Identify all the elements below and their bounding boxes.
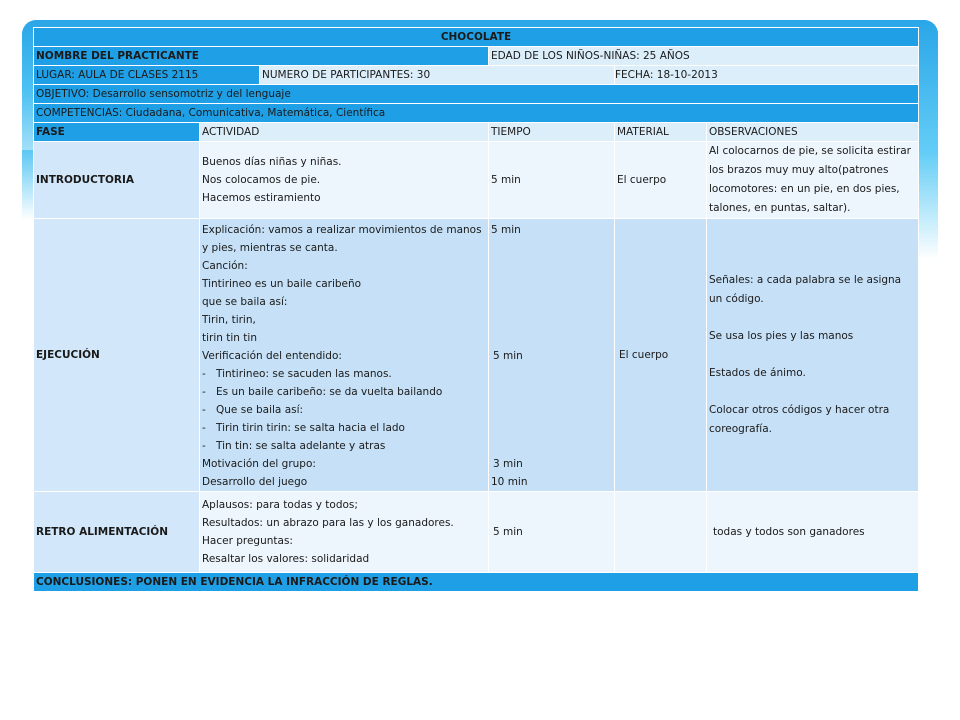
plan-title: CHOCOLATE [34,28,919,47]
actividad-introductoria [200,142,489,219]
material-retro [615,492,707,573]
bullet-marker: - [202,404,206,416]
list-item: - Tintirineo: se sacuden las manos. [202,365,486,383]
tiempo-ejecucion: 5 min 5 min 3 min 10 min [489,219,615,492]
decorative-right-accent [918,20,938,260]
table-row [34,142,919,219]
observation-line: Estados de ánimo. [709,367,806,379]
activity-line: Tirin, tirin, [202,314,256,326]
fecha-field: FECHA: 18-10-2013 [615,66,919,85]
conclusiones-row: CONCLUSIONES: PONEN EN EVIDENCIA LA INFRACCIÓN DE REGLAS. [34,573,919,592]
table-row [34,219,919,492]
material-introductoria: El cuerpo [615,142,707,219]
lugar-field: LUGAR: AULA DE CLASES 2115 [34,66,260,85]
activity-line: Aplausos: para todas y todos; [202,499,358,511]
col-header-fase: FASE [34,123,200,142]
observaciones-retro: todas y todos son ganadores [707,492,919,573]
activity-line: Canción: [202,260,248,272]
observation-line: Señales: a cada palabra se le asigna un código. [709,274,902,305]
activity-line: tirin tin tin [202,332,257,344]
activity-line: que se baila así: [202,296,288,308]
activity-line: Hacer preguntas: [202,535,293,547]
list-item: - Es un baile caribeño: se da vuelta bailando [202,383,486,401]
col-header-material: MATERIAL [615,123,707,142]
edad-field: EDAD DE LOS NIÑOS-NIÑAS: 25 AÑOS [489,47,919,66]
bullet-marker: - [202,422,206,434]
lesson-plan-table [33,27,919,592]
fase-retro: RETRO ALIMENTACIÓN [34,492,200,573]
activity-line: Explicación: vamos a realizar movimientos de manos y pies, mientras se canta. [202,224,482,254]
fase-ejecucion: EJECUCIÓN [34,219,200,492]
actividad-retro [200,492,489,573]
tiempo-retro: 5 min [489,492,615,573]
practicante-label: NOMBRE DEL PRACTICANTE [34,47,489,66]
col-header-observaciones: OBSERVACIONES [707,123,919,142]
activity-line: Resaltar los valores: solidaridad [202,553,370,565]
table-row [34,492,919,573]
activity-line: Nos colocamos de pie. [202,174,321,186]
list-item: - Que se baila así: [202,401,486,419]
list-item: - Tin tin: se salta adelante y atras [202,437,486,455]
observation-line: Se usa los pies y las manos [709,330,854,342]
observaciones-introductoria: Al colocarnos de pie, se solicita estirar los brazos muy muy alto(patrones locomotores: en un pie, en dos pies, talones, en puntas, saltar). [707,142,919,219]
activity-line: Hacemos estiramiento [202,192,321,204]
tiempo-introductoria: 5 min [489,142,615,219]
activity-line: Motivación del grupo: [202,458,316,470]
actividad-ejecucion [200,219,489,492]
observation-line: Colocar otros códigos y hacer otra coreografía. [709,404,890,435]
list-item: - Tirin tirin tirin: se salta hacia el lado [202,419,486,437]
bullet-marker: - [202,368,206,380]
objetivo-row: OBJETIVO: Desarrollo sensomotriz y del lenguaje [34,85,919,104]
competencias-row: COMPETENCIAS: Ciudadana, Comunicativa, Matemática, Científica [34,104,919,123]
activity-line: Desarrollo del juego [202,476,308,488]
activity-line: Buenos días niñas y niñas. [202,156,342,168]
observaciones-ejecucion [707,219,919,492]
bullet-marker: - [202,386,206,398]
participantes-field: NUMERO DE PARTICIPANTES: 30 [260,66,615,85]
activity-line: Tintirineo es un baile caribeño [202,278,362,290]
bullet-marker: - [202,440,206,452]
material-ejecucion: El cuerpo [615,219,707,492]
fase-introductoria: INTRODUCTORIA [34,142,200,219]
col-header-actividad: ACTIVIDAD [200,123,489,142]
activity-line: Verificación del entendido: [202,350,342,362]
activity-line: Resultados: un abrazo para las y los ganadores. [202,517,454,529]
col-header-tiempo: TIEMPO [489,123,615,142]
